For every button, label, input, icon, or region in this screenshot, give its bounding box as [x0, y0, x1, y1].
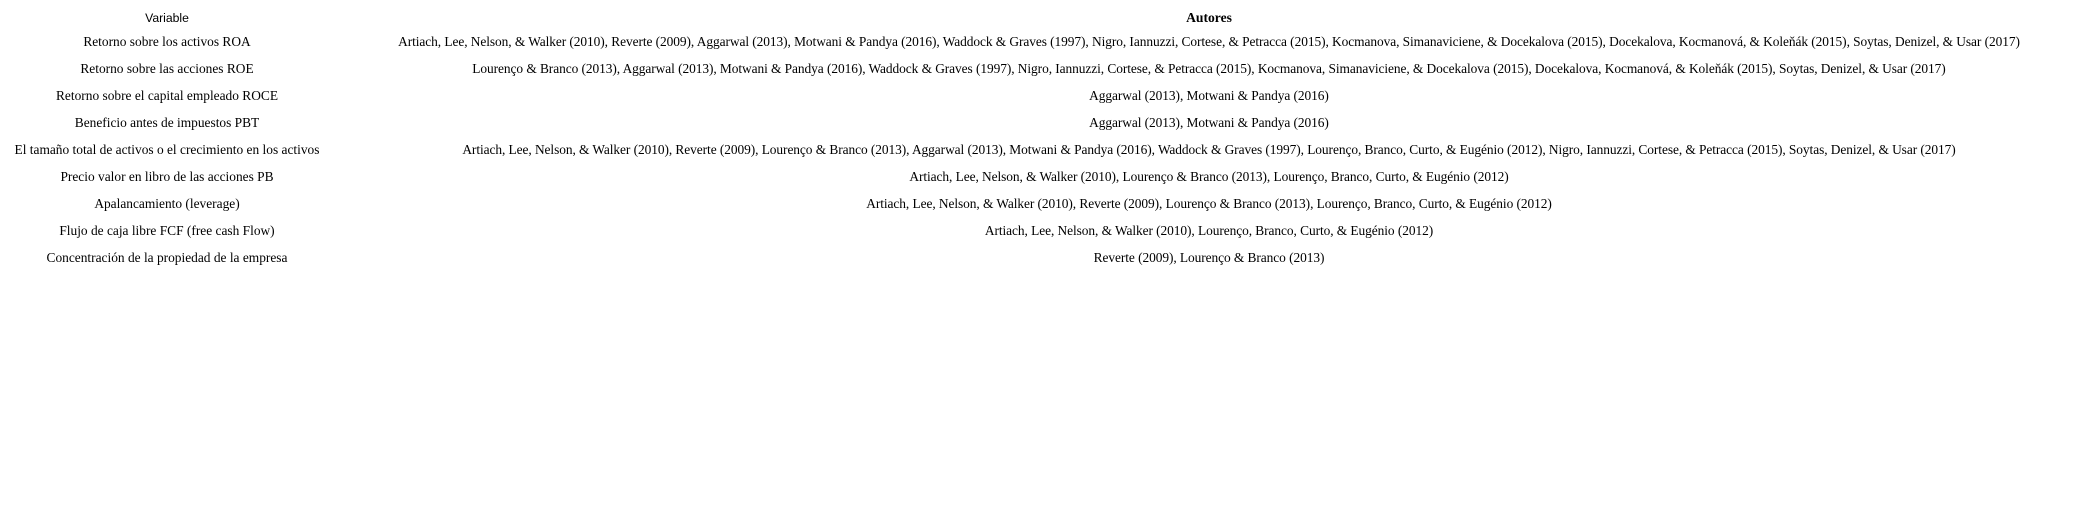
table-header — [0, 8, 2084, 28]
header-row — [0, 8, 2084, 28]
variable-cell: Beneficio antes de impuestos PBT — [74, 114, 260, 130]
table-row — [0, 190, 2084, 217]
authors-column-header: Autores — [1186, 10, 1232, 25]
table-row — [0, 55, 2084, 82]
authors-cell: Artiach, Lee, Nelson, & Walker (2010), Reverte (2009), Lourenço & Branco (2013), Aggarwal (2013), Motwani & Pandya (2016), Waddock & Graves (1997), Lourenço, Branco, Curto, & Eugénio (2012), Nigro, Iannuzzi, Cortese, & Petracca (2015), Soytas, Denizel, & Usar (2017) — [462, 141, 1956, 157]
authors-cell: Artiach, Lee, Nelson, & Walker (2010), Reverte (2009), Lourenço & Branco (2013), Lourenço, Branco, Curto, & Eugénio (2012) — [866, 195, 1552, 211]
variable-column-header: Variable — [145, 11, 189, 25]
table-row — [0, 244, 2084, 271]
authors-cell: Aggarwal (2013), Motwani & Pandya (2016) — [1089, 87, 1329, 103]
variable-cell: Retorno sobre los activos ROA — [83, 33, 251, 49]
variable-cell: Retorno sobre el capital empleado ROCE — [56, 87, 278, 103]
variable-cell: Apalancamiento (leverage) — [94, 195, 240, 211]
variable-cell: Flujo de caja libre FCF (free cash Flow) — [59, 222, 275, 238]
table-row — [0, 163, 2084, 190]
variables-authors-table — [0, 8, 2084, 271]
table-row — [0, 217, 2084, 244]
table-row — [0, 82, 2084, 109]
table-body — [0, 28, 2084, 271]
authors-cell: Artiach, Lee, Nelson, & Walker (2010), Reverte (2009), Aggarwal (2013), Motwani & Pandya (2016), Waddock & Graves (1997), Nigro, Iannuzzi, Cortese, & Petracca (2015), Kocmanova, Simanaviciene, & Docekalova (2015), Docekalova, Kocmanová, & Koleňák (2015), Soytas, Denizel, & Usar (2017) — [398, 33, 2020, 49]
variable-cell: Concentración de la propiedad de la empresa — [46, 249, 288, 265]
variable-cell: El tamaño total de activos o el crecimiento en los activos — [14, 141, 320, 157]
variable-cell: Retorno sobre las acciones ROE — [80, 60, 254, 76]
authors-cell: Lourenço & Branco (2013), Aggarwal (2013), Motwani & Pandya (2016), Waddock & Graves (1997), Nigro, Iannuzzi, Cortese, & Petracca (2015), Kocmanova, Simanaviciene, & Docekalova (2015), Docekalova, Kocmanová, & Koleňák (2015), Soytas, Denizel, & Usar (2017) — [472, 60, 1946, 76]
table-row — [0, 136, 2084, 163]
authors-cell: Reverte (2009), Lourenço & Branco (2013) — [1093, 249, 1325, 265]
authors-cell: Aggarwal (2013), Motwani & Pandya (2016) — [1089, 114, 1329, 130]
table-row — [0, 28, 2084, 55]
variable-cell: Precio valor en libro de las acciones PB — [60, 168, 274, 184]
authors-cell: Artiach, Lee, Nelson, & Walker (2010), Lourenço & Branco (2013), Lourenço, Branco, Curto, & Eugénio (2012) — [909, 168, 1509, 184]
authors-cell: Artiach, Lee, Nelson, & Walker (2010), Lourenço, Branco, Curto, & Eugénio (2012) — [984, 222, 1434, 238]
table-row — [0, 109, 2084, 136]
